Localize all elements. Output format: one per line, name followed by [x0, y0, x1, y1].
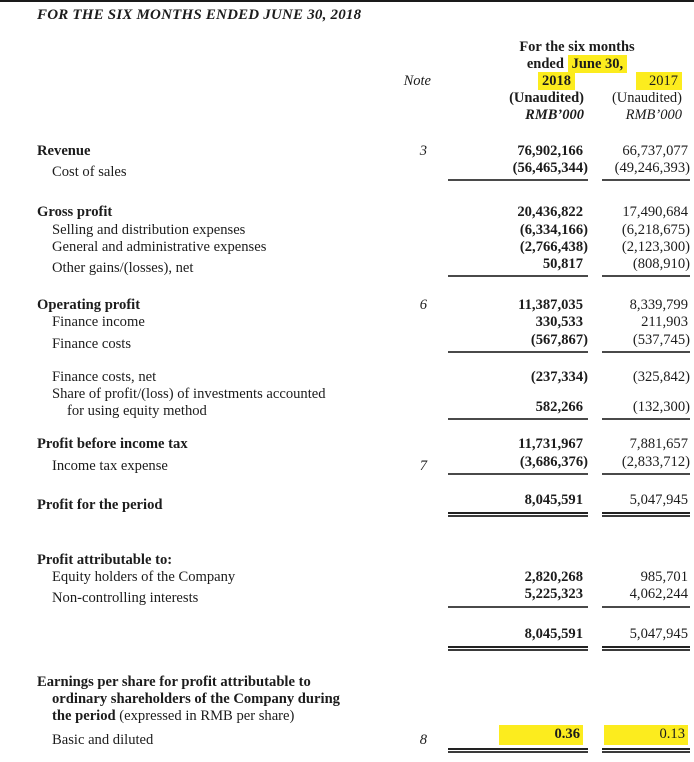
section-gap — [37, 353, 690, 369]
row-label-line — [37, 569, 391, 586]
statement-row — [37, 297, 690, 314]
statement-row — [37, 436, 690, 453]
row-label-line — [37, 204, 391, 221]
row-label — [37, 458, 391, 475]
row-label-line — [37, 590, 391, 607]
value-2017: 66,737,077 — [622, 143, 688, 159]
section-gap — [37, 277, 690, 297]
year-2017-highlight: 2017 — [636, 72, 682, 90]
label-text: Basic and diluted — [52, 732, 154, 749]
statement-row — [37, 369, 690, 386]
value-2018: (567,867) — [448, 332, 588, 353]
statement-row — [37, 332, 690, 353]
value-2018: 50,817 — [448, 256, 588, 277]
value-2017: 8,339,799 — [629, 297, 688, 314]
row-label-line — [37, 336, 391, 353]
currency-label-2018: RMB’000 — [525, 107, 584, 123]
row-label-line — [37, 403, 391, 420]
note-reference: 3 — [419, 143, 427, 159]
row-label — [37, 314, 391, 331]
row-label-line — [37, 164, 391, 181]
row-label-line — [37, 143, 391, 160]
label-text: (expressed in RMB per share) — [119, 708, 295, 725]
statement-row — [37, 239, 690, 256]
top-rule — [0, 0, 694, 2]
row-label-line — [37, 732, 391, 749]
value-2017: 4,062,244 — [602, 586, 690, 607]
row-label-line — [37, 436, 391, 453]
label-text: Cost of sales — [52, 164, 127, 181]
statement-row — [37, 552, 690, 569]
value-2018: 2,820,268 — [524, 569, 583, 586]
value-2018: 5,225,323 — [448, 586, 588, 607]
label-text: Profit attributable to: — [37, 552, 173, 569]
label-text: Equity holders of the Company — [52, 569, 236, 586]
value-2018: 20,436,822 — [517, 204, 583, 221]
column-header-2017 — [602, 73, 690, 90]
statement-row — [37, 674, 690, 726]
note-column-header: Note — [403, 73, 431, 89]
statement-row — [37, 160, 690, 181]
period-heading-line2 — [448, 56, 690, 73]
row-label-line — [37, 552, 391, 569]
label-text: Finance costs — [52, 335, 132, 352]
label-text: Share of profit/(loss) of investments accounted — [52, 386, 326, 403]
statement-row — [37, 314, 690, 331]
row-label-line — [37, 369, 391, 386]
label-text: the period — [52, 708, 120, 725]
row-label — [37, 732, 391, 749]
statement-row — [37, 725, 690, 749]
row-label — [37, 497, 391, 514]
value-2018-highlight: 0.36 — [499, 725, 583, 744]
label-text: Non-controlling interests — [52, 590, 199, 607]
row-label — [37, 569, 391, 586]
row-label-line — [37, 260, 391, 277]
header-row-years — [37, 73, 690, 90]
note-reference: 7 — [419, 457, 427, 474]
statement-row — [37, 586, 690, 607]
statement-row — [37, 454, 690, 475]
column-header-2018 — [448, 73, 588, 90]
row-label — [37, 674, 391, 726]
unaudited-label-2018: (Unaudited) — [509, 90, 584, 106]
row-label-line — [37, 239, 391, 256]
row-label — [37, 386, 391, 420]
period-heading-line1: For the six months — [519, 39, 635, 55]
value-2017: (808,910) — [602, 256, 690, 277]
label-text: Selling and distribution expenses — [52, 221, 246, 238]
row-label-line — [37, 708, 391, 725]
row-label — [37, 143, 391, 160]
label-text: Operating profit — [37, 297, 141, 314]
value-2017: 211,903 — [641, 314, 688, 331]
section-gap — [37, 420, 690, 436]
row-label-line — [37, 497, 391, 514]
value-2017: 17,490,684 — [622, 204, 688, 221]
value-2017-highlight: 0.13 — [604, 725, 688, 744]
statement-row — [37, 204, 690, 221]
row-label-line — [37, 691, 391, 708]
section-gap — [37, 514, 690, 552]
section-gap — [37, 648, 690, 674]
value-2017 — [602, 725, 690, 749]
value-2018: 330,533 — [535, 314, 583, 331]
label-text: General and administrative expenses — [52, 238, 267, 255]
label-text: Profit before income tax — [37, 436, 188, 453]
row-label-line — [37, 297, 391, 314]
label-text: Other gains/(losses), net — [52, 260, 194, 277]
unaudited-label-2017: (Unaudited) — [611, 90, 682, 106]
statement-row — [37, 256, 690, 277]
value-2018 — [448, 725, 588, 749]
statement-row — [37, 492, 690, 514]
note-reference: 6 — [419, 297, 427, 314]
year-2018-highlight: 2018 — [538, 72, 575, 90]
section-gap — [37, 608, 690, 626]
value-2018: 582,266 — [448, 399, 588, 420]
section-gap — [37, 181, 690, 204]
value-2017: 7,881,657 — [629, 436, 688, 453]
row-label — [37, 260, 391, 277]
label-text: for using equity method — [67, 403, 207, 420]
header-row-period-2 — [37, 56, 690, 73]
row-label — [37, 222, 391, 239]
row-label-line — [37, 674, 391, 691]
label-text: Finance income — [52, 314, 145, 331]
value-2017: (2,833,712) — [602, 454, 690, 475]
value-2018: 8,045,591 — [448, 626, 588, 648]
currency-label-2017: RMB’000 — [625, 107, 682, 123]
label-text: Gross profit — [37, 204, 113, 221]
value-2018: (6,334,166) — [519, 221, 588, 238]
row-label — [37, 204, 391, 221]
value-2018: (237,334) — [530, 368, 588, 385]
table-header — [37, 39, 690, 124]
label-text: Revenue — [37, 143, 91, 159]
value-2018: 11,387,035 — [518, 297, 583, 314]
row-label — [37, 164, 391, 181]
statement-row — [37, 569, 690, 586]
value-2018: (2,766,438) — [519, 238, 588, 255]
statement-row — [37, 222, 690, 239]
row-label-line — [37, 314, 391, 331]
row-label — [37, 239, 391, 256]
row-label — [37, 552, 391, 569]
label-text: Earnings per share for profit attributable to — [37, 673, 311, 690]
page-title: FOR THE SIX MONTHS ENDED JUNE 30, 2018 — [37, 7, 362, 23]
value-2018: 11,731,967 — [518, 436, 583, 453]
row-label-line — [37, 386, 391, 403]
statement-rows — [37, 143, 690, 750]
value-2017: (2,123,300) — [621, 238, 690, 255]
value-2017: 5,047,945 — [602, 492, 690, 514]
header-row-unaudited — [37, 90, 690, 107]
statement-row — [37, 626, 690, 648]
note-reference: 8 — [419, 732, 427, 749]
period-heading-prefix: ended — [526, 56, 568, 72]
label-text: ordinary shareholders of the Company during — [52, 691, 340, 708]
label-text: Finance costs, net — [52, 368, 157, 385]
header-row-period-1 — [37, 39, 690, 56]
value-2017: 985,701 — [640, 569, 688, 586]
label-text: Income tax expense — [52, 457, 168, 474]
row-label-line — [37, 458, 391, 475]
value-2017: (49,246,393) — [602, 160, 690, 181]
section-gap — [37, 475, 690, 492]
value-2017: (132,300) — [602, 399, 690, 420]
value-2017: (6,218,675) — [621, 221, 690, 238]
row-label — [37, 590, 391, 607]
row-label — [37, 336, 391, 353]
row-label — [37, 436, 391, 453]
row-label — [37, 297, 391, 314]
row-label — [37, 369, 391, 386]
row-label-line — [37, 222, 391, 239]
value-2017: 5,047,945 — [602, 626, 690, 648]
value-2018: 8,045,591 — [448, 492, 588, 514]
june-30-highlight: June 30, — [568, 55, 628, 73]
value-2018: (3,686,376) — [448, 454, 588, 475]
header-row-currency — [37, 107, 690, 124]
statement-row — [37, 386, 690, 420]
value-2018: 76,902,166 — [517, 143, 583, 159]
statement-row — [37, 143, 690, 160]
value-2018: (56,465,344) — [448, 160, 588, 181]
label-text: Profit for the period — [37, 496, 163, 513]
value-2017: (537,745) — [602, 332, 690, 353]
value-2017: (325,842) — [632, 368, 690, 385]
